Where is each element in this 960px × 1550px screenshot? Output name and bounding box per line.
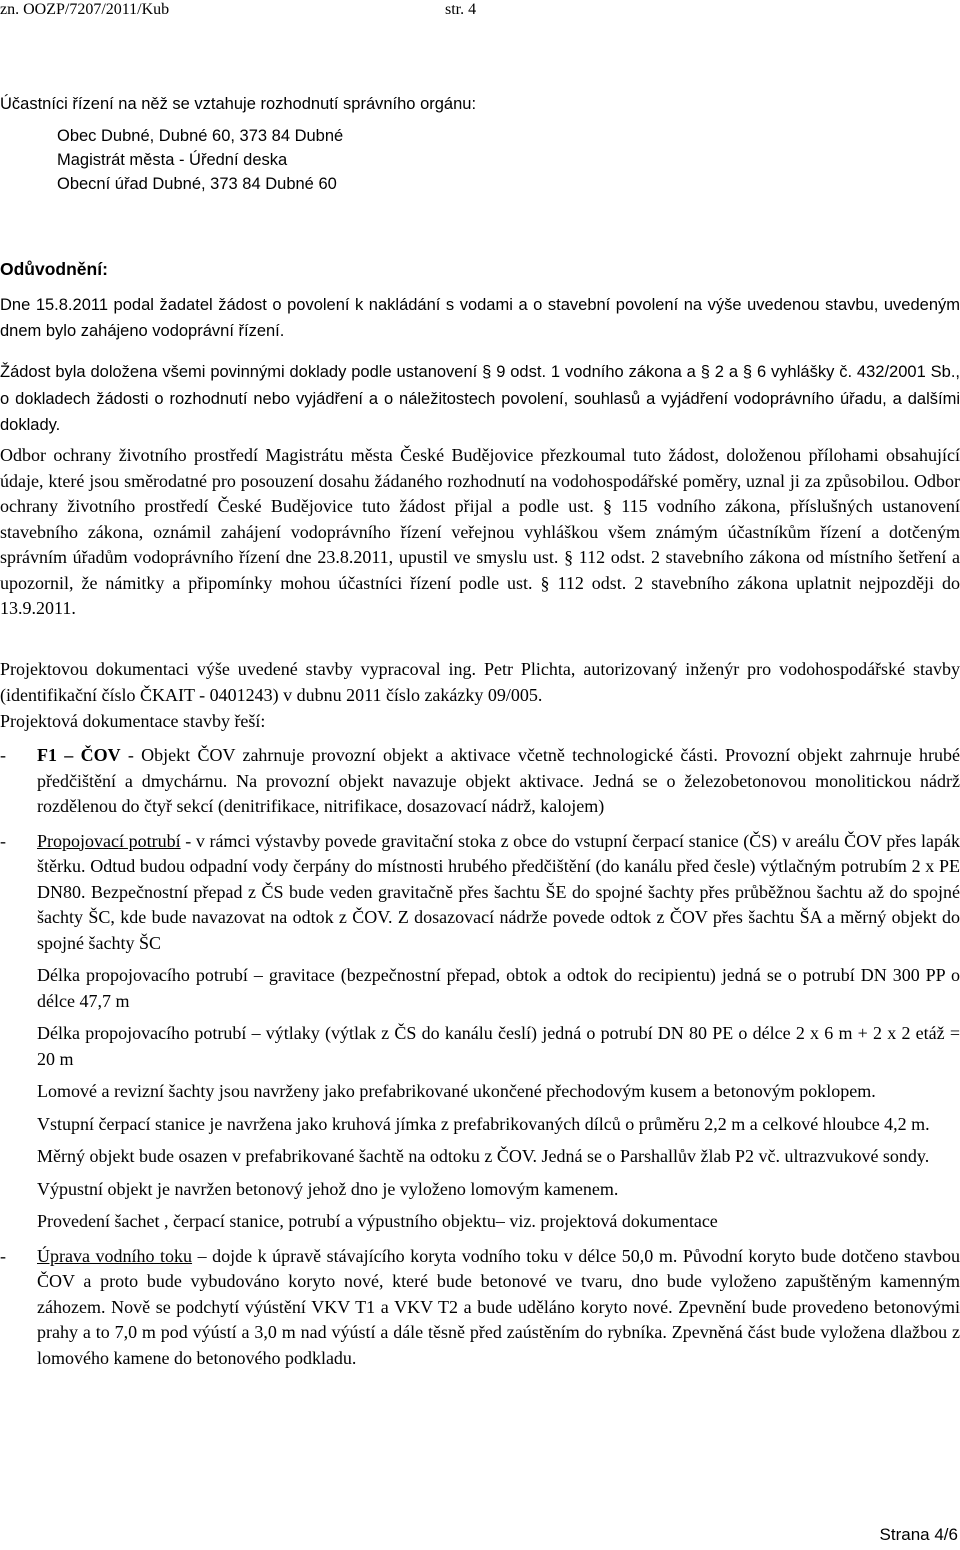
pipeline-pressure-length: Délka propojovacího potrubí – výtlaky (výtlak z ČS do kanálu česlí) jedná o potrubí DN 80 PE o délce 2 x 6 m + 2 x 2 etáž = 20 m bbox=[37, 1023, 960, 1069]
paragraph-review: Odbor ochrany životního prostředí Magistrátu města České Budějovice přezkoumal tuto žádost, doloženou přílohami obsahující údaje, které jsou směrodatné pro posouzení dosahu žádaného rozhodnutí na vodohospodářské poměry, uznal ji za způsobilou. Odbor ochrany životního prostředí České Budějovice tuto žádost přijal a podle ust. § 115 vodního zákona, příslušných ustanovení stavebního zákona, oznámil zahájení vodoprávního řízení veřejnou vyhláškou všem známým účastníkům řízení a dotčeným správním úřadům vodoprávního řízení dne 23.8.2011, upustil ve smyslu ust. § 112 odst. 2 stavebního zákona od místního šetření a upozornil, že námitky a připomínky mohou účastníci řízení podle ust. § 112 odst. 2 stavebního zákona uplatnit nejpozději do 13.9.2011. bbox=[0, 445, 960, 618]
documents-text-b: , o dokladech žádosti o rozhodnutí nebo vyjádření a o náležitostech povolení, souhlasů a vyjádření vodoprávního úřadu, a dalšími doklady. bbox=[0, 363, 960, 434]
item-stream-text: – dojde k úpravě stávajícího koryta vodního toku v délce 50,0 m. Původní koryto bude dotčeno stavbou ČOV a proto bude vybudováno koryto nové, které bude betonové ve tvaru, dno bude vyloženo zapuštěným kamenným záhozem. Nově se podchytí výústění VKV T1 a VKV T2 a bude uděláno koryto nové. Zpevnění bude provedeno betonovými prahy a to 7,0 m pod výústí a 3,0 m nad výústí a dále těsně před zaústěním do rybníka. Zpevněná část bude vyložena dlažbou z lomového kamene do betonového podkladu. bbox=[37, 1245, 960, 1368]
list-item-f1 bbox=[0, 743, 960, 820]
manholes-text: Lomové a revizní šachty jsou navrženy jako prefabrikované ukončené přechodovým kusem a betonovým poklopem. bbox=[37, 1081, 876, 1101]
paragraph-solution-intro: Projektová dokumentace stavby řeší: bbox=[0, 711, 266, 731]
list-item-pipeline bbox=[0, 829, 960, 957]
recipients-block bbox=[0, 92, 476, 196]
item-f1-text: - Objekt ČOV zahrnuje provozní objekt a aktivace včetně technologické části. Provozní objekt zahrnuje hrubé předčištění a dmychárnu. Na provozní objekt navazuje objekt aktivace. Jedná se o železobetonovou monolitickou nádrž rozdělenou do čtyř sekcí (denitrifikace, nitrifikace, dosazovací nádrž, kalojem) bbox=[37, 745, 960, 816]
outlet-object-text: Výpustní objekt je navržen betonový jehož dno je vyloženo lomovým kamenem. bbox=[37, 1178, 619, 1199]
pipeline-gravity-length: Délka propojovacího potrubí – gravitace (bezpečnostní přepad, obtok a odtok do recipientu) jedná se o potrubí DN 300 PP o délce 47,7 m bbox=[37, 965, 960, 1011]
paragraph-project: Projektovou dokumentaci výše uvedené stavby vypracoval ing. Petr Plichta, autorizovaný inženýr pro vodohospodářské stavby (identifikační číslo ČKAIT - 0401243) v dubnu 2011 číslo zakázky 09/005. bbox=[0, 659, 960, 705]
paragraph-documents bbox=[0, 359, 960, 439]
item-f1-label: F1 – ČOV bbox=[37, 745, 121, 765]
paragraph-submission: Dne 15.8.2011 podal žadatel žádost o povolení k nakládání s vodami a o stavební povolení na výše uvedenou stavbu, uvedeným dnem bylo zahájeno vodoprávní řízení. bbox=[0, 296, 960, 340]
page-number: str. 4 bbox=[445, 1, 477, 18]
item-pipeline-label: Propojovací potrubí bbox=[37, 830, 181, 851]
item-pipeline-text: - v rámci výstavby povede gravitační stoka z obce do vstupní čerpací stanice (ČS) v areálu ČOV přes lapák štěrku. Odtud budou odpadní vody čerpány do místnosti hrubého předčištění (do kanálu před česle) výtlačným potrubím 2 x PE DN80. Bezpečnostní přepad z ČS bude veden gravitačně přes šachtu ŠE do spojné šachty přes průběžnou šachtu až do spojné šachty ŠC, kde bude navazovat na odtok z ČOV. Z dosazovací nádrže povede odtok z ČOV přes šachtu ŠA a měrný objekt do spojné šachty ŠC bbox=[37, 830, 960, 953]
recipient-line: Obecní úřad Dubné, 373 84 Dubné 60 bbox=[57, 174, 337, 193]
recipients-label: Účastníci řízení na něž se vztahuje rozhodnutí správního orgánu: bbox=[0, 95, 477, 113]
item-stream-label: Úprava vodního toku bbox=[37, 1245, 193, 1266]
recipient-line: Obec Dubné, Dubné 60, 373 84 Dubné bbox=[57, 126, 344, 145]
recipient-line: Magistrát města - Úřední deska bbox=[57, 150, 288, 169]
pumping-station-text: Vstupní čerpací stanice je navržena jako kruhová jímka z prefabrikovaných dílců o průměru 2,2 m a celkové hloubce 4,2 m. bbox=[37, 1113, 930, 1134]
list-dash: - bbox=[0, 830, 6, 851]
page-footer: Strana 4/6 bbox=[879, 1525, 958, 1544]
list-dash: - bbox=[0, 1245, 6, 1266]
solution-list bbox=[0, 743, 960, 1371]
execution-note: Provedení šachet , čerpací stanice, potrubí a výpustního objektu– viz. projektová dokumentace bbox=[37, 1211, 718, 1231]
list-item-stream bbox=[0, 1244, 960, 1372]
list-dash: - bbox=[0, 745, 6, 765]
section-heading: Odůvodnění: bbox=[0, 259, 108, 279]
documents-text-a: Žádost byla doložena všemi povinnými doklady podle ustanovení § 9 odst. 1 vodního zákona a § 2 a § 6 vyhlášky č. 432/2001 Sb. bbox=[0, 363, 956, 381]
reference-number: zn. OOZP/7207/2011/Kub bbox=[0, 1, 170, 18]
measuring-object-text: Měrný objekt bude osazen v prefabrikované šachtě na odtoku z ČOV. Jedná se o Parshallův žlab P2 vč. ultrazvukové sondy. bbox=[37, 1146, 930, 1166]
